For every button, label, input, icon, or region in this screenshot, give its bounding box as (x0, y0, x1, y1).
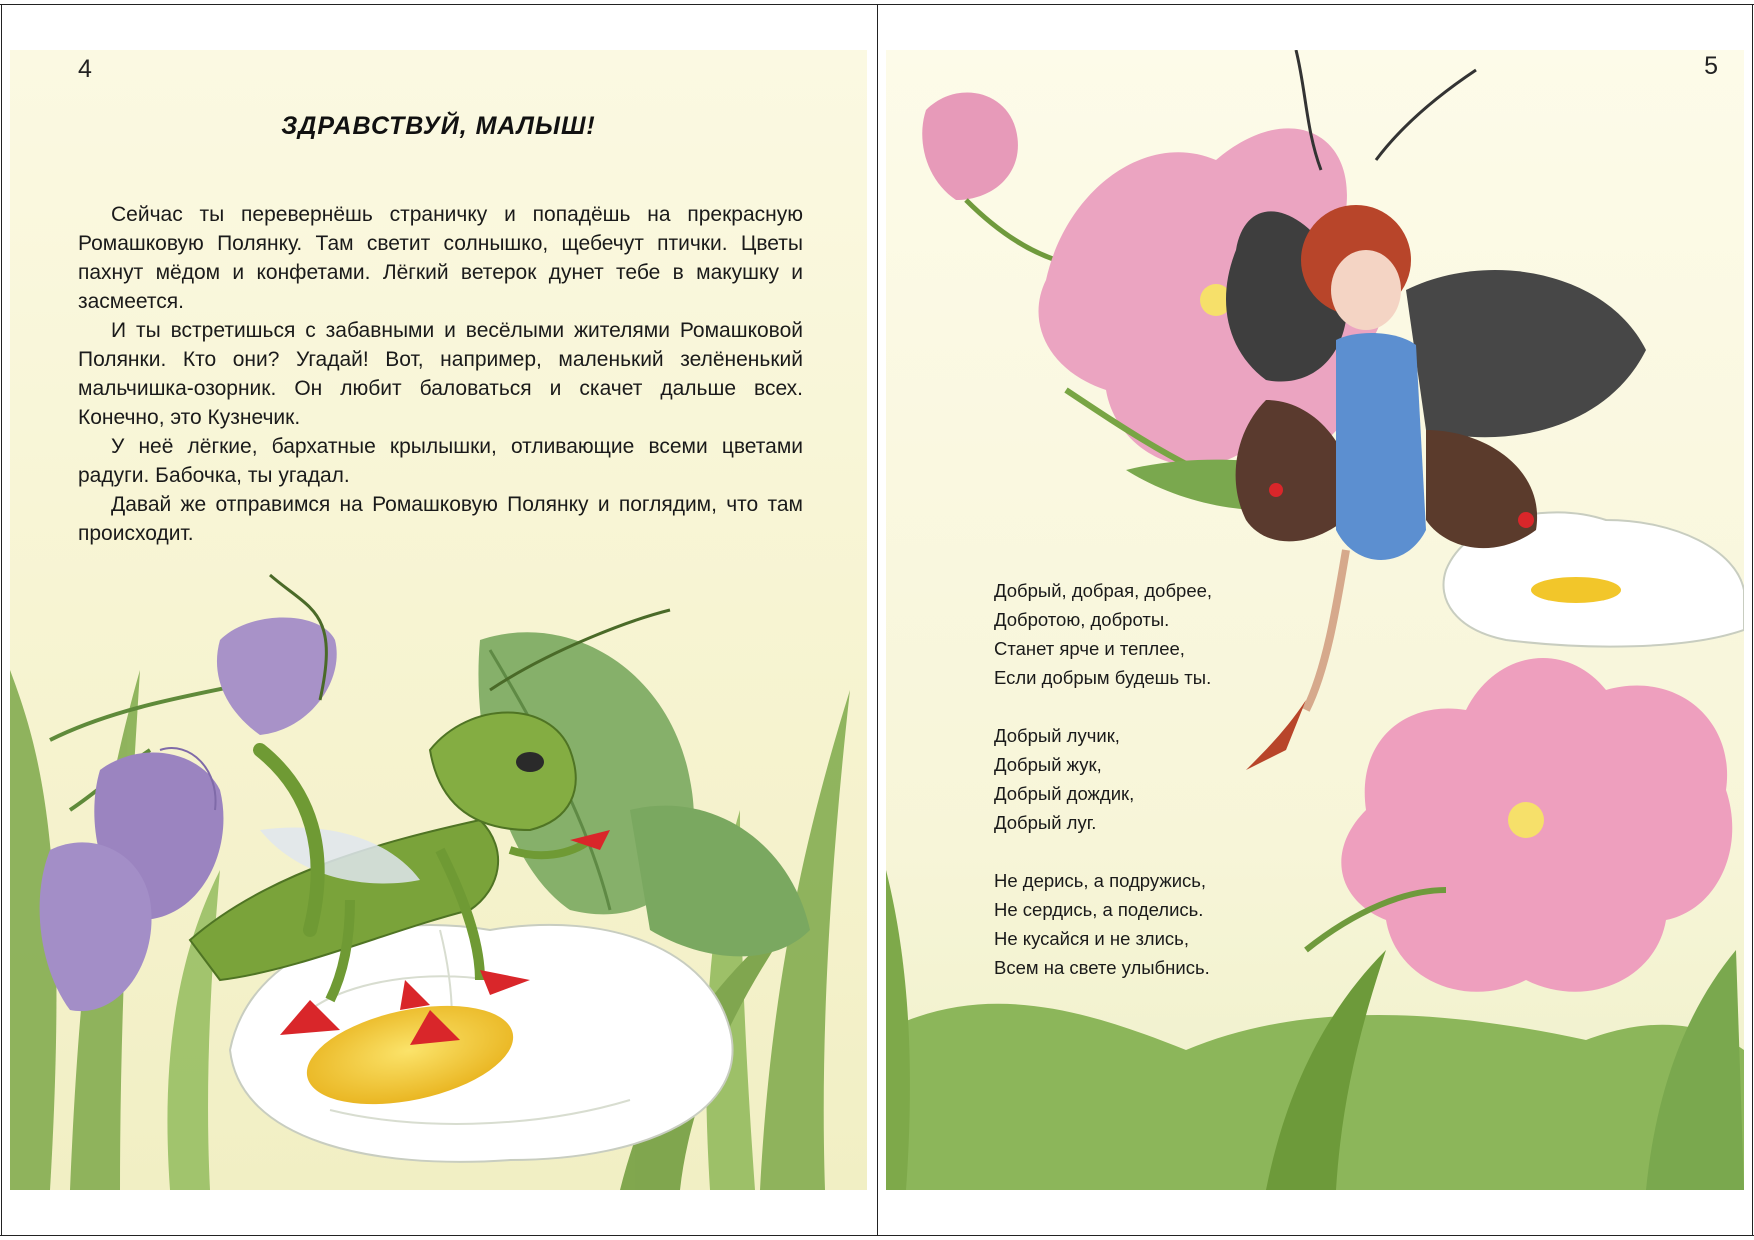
left-border (1, 4, 2, 1236)
poem (994, 576, 1212, 1011)
poem-line: Не сердись, а поделись. (994, 899, 1204, 920)
poem-line: Добрый, добрая, добрее, (994, 580, 1213, 601)
poem-line: Добрый жук, (994, 754, 1102, 775)
spine-divider (877, 4, 878, 1236)
page-number: 4 (78, 55, 92, 83)
mallow-flower-illustration (1306, 658, 1732, 992)
poem-line: Добрый дождик, (994, 783, 1135, 804)
page-number: 5 (1704, 52, 1718, 80)
poem-line: Не кусайся и не злись, (994, 928, 1189, 949)
page-title: ЗДРАВСТВУЙ, МАЛЫШ! (281, 112, 596, 140)
right-border (1752, 4, 1753, 1236)
stanza (994, 721, 1212, 837)
poem-line: Добрый лучик, (994, 725, 1120, 746)
poem-line: Если добрым будешь ты. (994, 667, 1212, 688)
paragraph: Давай же отправимся на Ромашковую Полянку и поглядим, что там происходит. (78, 493, 803, 545)
stanza (994, 866, 1212, 982)
poem-line: Станет ярче и теплее, (994, 638, 1185, 659)
poem-line: Всем на свете улыбнись. (994, 957, 1210, 978)
poem-line: Добрый луг. (994, 812, 1097, 833)
paragraph: У неё лёгкие, бархатные крылышки, отливающие всеми цветами радуги. Бабочка, ты угадал. (78, 435, 803, 487)
poem-line: Не дерись, а подружись, (994, 870, 1207, 891)
intro-text (78, 200, 803, 548)
stanza (994, 576, 1212, 692)
right-page (886, 50, 1744, 1190)
paragraph: И ты встретишься с забавными и весёлыми жителями Ромашковой Полянки. Кто они? Угадай! Вот, например, маленький зелёненький мальчишка-озорник. Он любит баловаться и скачет дальше всех. Конечно, это Кузнечик. (78, 319, 803, 429)
left-page (10, 50, 867, 1190)
paragraph: Сейчас ты перевернёшь страничку и попадёшь на прекрасную Ромашковую Полянку. Там светит солнышко, щебечут птички. Цветы пахнут мёдом и конфетами. Лёгкий ветерок дунет тебе в макушку и засмеется. (78, 203, 803, 313)
poem-line: Добротою, доброты. (994, 609, 1170, 630)
